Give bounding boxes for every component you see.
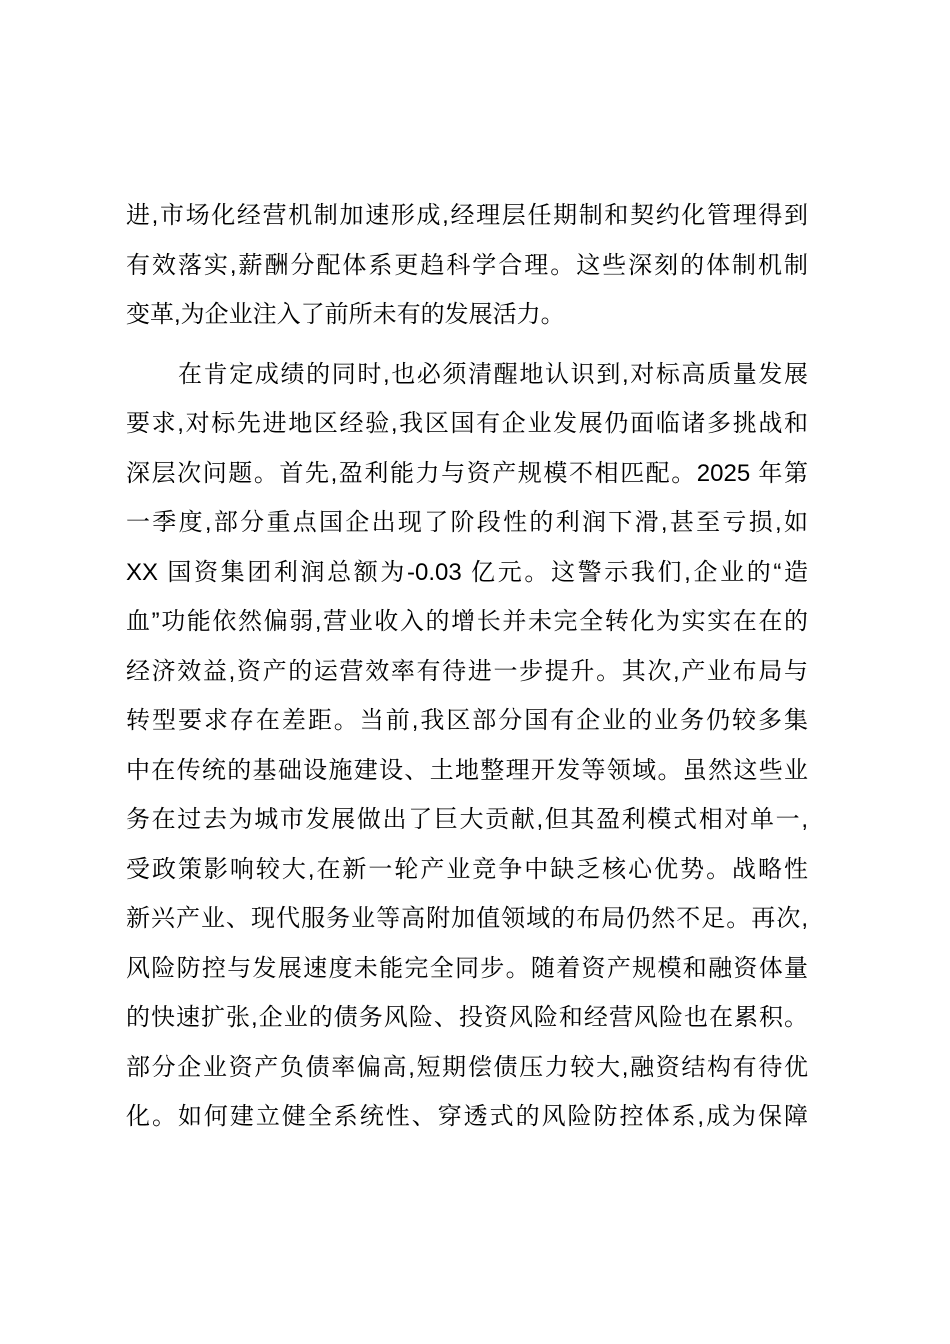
- text-line: 务在过去为城市发展做出了巨大贡献,但其盈利模式相对单一,: [126, 806, 808, 833]
- text-line: 新兴产业、现代服务业等高附加值领域的布局仍然不足。再次,: [126, 905, 808, 932]
- text-line: 受政策影响较大,在新一轮产业竞争中缺乏核心优势。战略性: [126, 855, 808, 883]
- text-line: 有效落实,薪酬分配体系更趋科学合理。这些深刻的体制机制: [126, 251, 808, 279]
- text-line: 的快速扩张,企业的债务风险、投资风险和经营风险也在累积。: [126, 1004, 808, 1031]
- text-line: 经济效益,资产的运营效率有待进一步提升。其次,产业布局与: [126, 657, 808, 685]
- text-line: 进,市场化经营机制加速形成,经理层任期制和契约化管理得到: [126, 202, 808, 229]
- text-line: 要求,对标先进地区经验,我区国有企业发展仍面临诸多挑战和: [126, 410, 808, 437]
- text-line: 一季度,部分重点国企出现了阶段性的利润下滑,甚至亏损,如: [126, 509, 808, 536]
- text-line: 转型要求存在差距。当前,我区部分国有企业的业务仍较多集: [126, 707, 808, 734]
- text-line: XX 国资集团利润总额为-0.03 亿元。这警示我们,企业的“造: [126, 558, 808, 586]
- text-line: 血”功能依然偏弱,营业收入的增长并未完全转化为实实在在的: [126, 608, 808, 635]
- text-line: 变革,为企业注入了前所未有的发展活力。: [126, 301, 565, 328]
- text-line: 在肯定成绩的同时,也必须清醒地认识到,对标高质量发展: [178, 360, 808, 388]
- text-paragraph: [126, 191, 808, 340]
- text-paragraph: [126, 350, 808, 1142]
- text-line: 深层次问题。首先,盈利能力与资产规模不相匹配。2025 年第: [126, 459, 808, 487]
- text-line: 化。如何建立健全系统性、穿透式的风险防控体系,成为保障: [126, 1103, 808, 1130]
- document-body-text: [126, 191, 808, 1142]
- text-line: 风险防控与发展速度未能完全同步。随着资产规模和融资体量: [126, 954, 808, 982]
- text-line: 中在传统的基础设施建设、土地整理开发等领域。虽然这些业: [126, 756, 808, 784]
- text-line: 部分企业资产负债率偏高,短期偿债压力较大,融资结构有待优: [126, 1053, 808, 1081]
